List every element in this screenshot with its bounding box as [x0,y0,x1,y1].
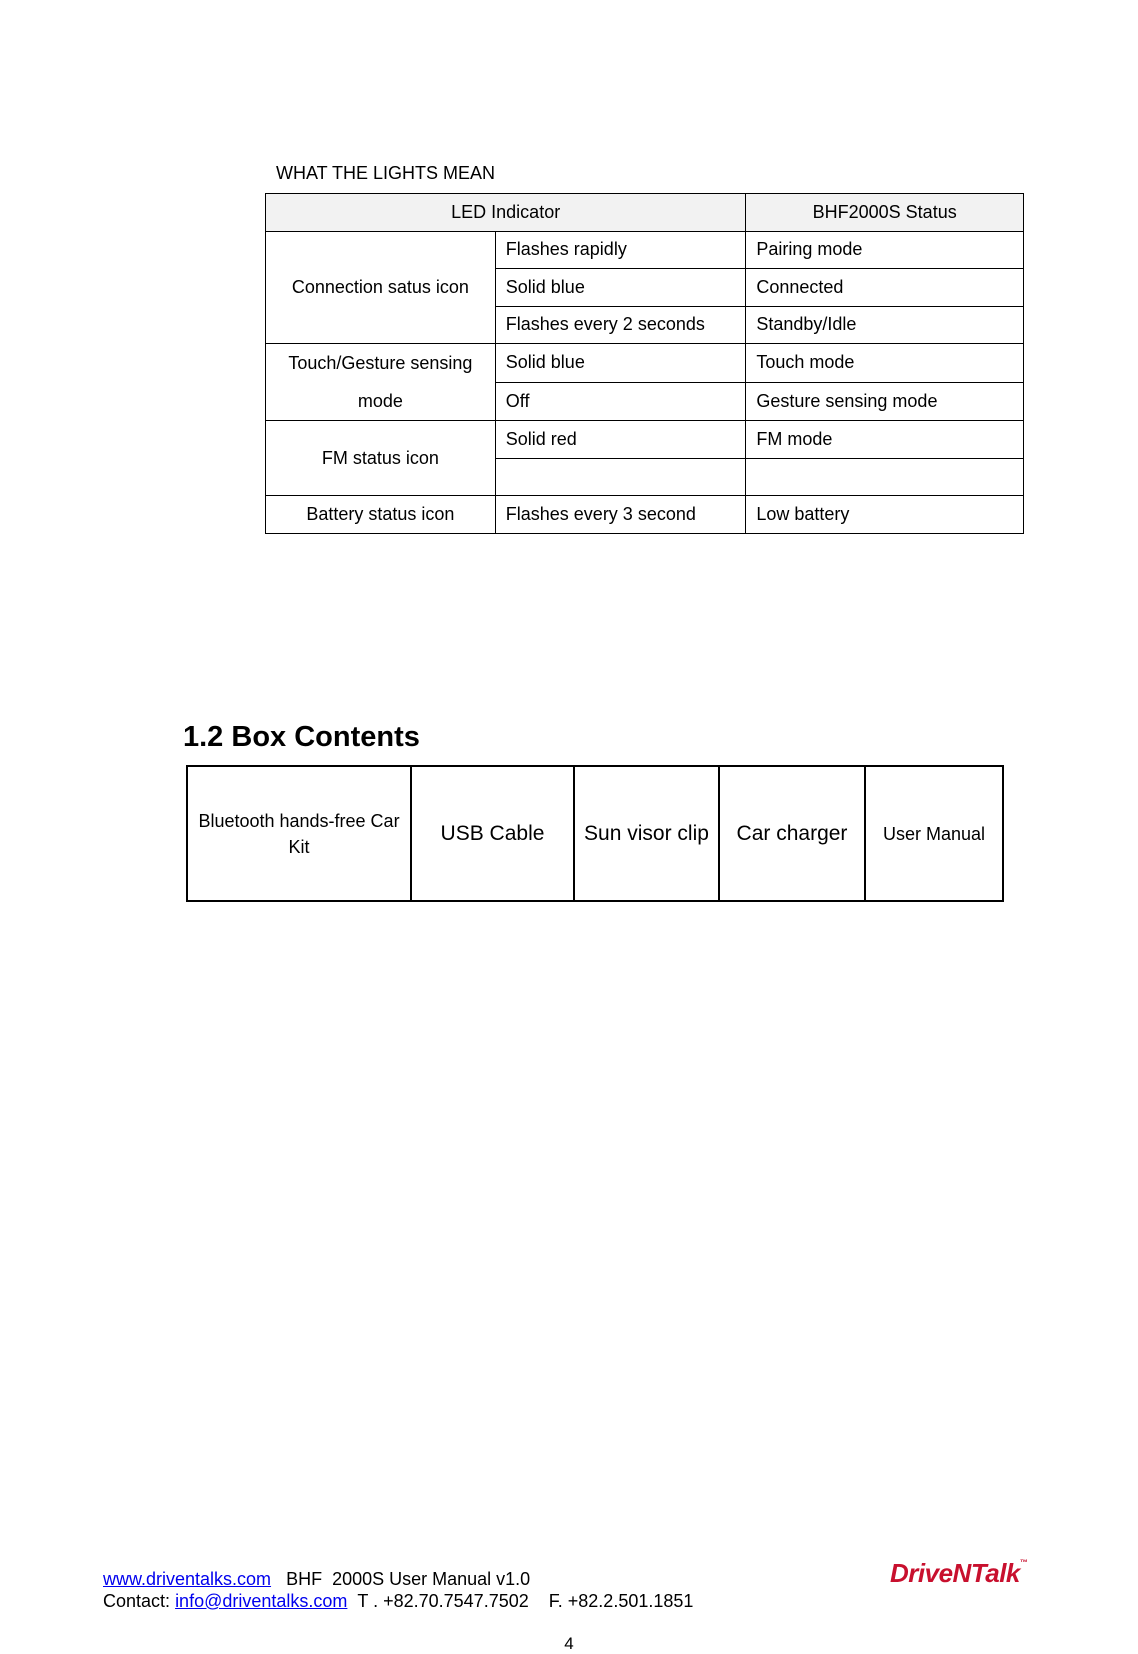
box-item: User Manual [865,766,1003,901]
website-link[interactable]: www.driventalks.com [103,1569,272,1589]
brand-logo [890,1558,1027,1589]
status-cell: Low battery [746,496,1024,534]
box-item: Bluetooth hands-free Car Kit [187,766,411,901]
footer-line-2 [103,1590,693,1612]
box-item: USB Cable [411,766,574,901]
section-title: 1.2 Box Contents [183,721,420,753]
indicator-cell: Flashes rapidly [495,231,746,269]
status-cell: Standby/Idle [746,306,1024,344]
indicator-cell [495,458,746,496]
indicator-cell: Solid red [495,421,746,459]
group-label: FM status icon [266,421,496,496]
table-header-row [266,194,1024,232]
box-contents-table [186,765,1004,902]
email-link[interactable]: info@driventalks.com [175,1591,348,1611]
status-cell [746,458,1024,496]
table-row [266,231,1024,269]
manual-title: BHF 2000S User Manual v1.0 [286,1569,531,1589]
box-item: Car charger [719,766,865,901]
table-row [266,496,1024,534]
phone-number: T . +82.70.7547.7502 [357,1591,529,1611]
status-cell: FM mode [746,421,1024,459]
indicator-cell: Flashes every 3 second [495,496,746,534]
footer-line-1 [103,1568,693,1590]
contact-label: Contact: [103,1591,171,1611]
indicator-cell: Solid blue [495,344,746,383]
lights-table [265,193,1024,534]
indicator-cell: Flashes every 2 seconds [495,306,746,344]
trademark-icon: ™ [1019,1558,1028,1567]
header-led-indicator: LED Indicator [266,194,746,232]
table-row [266,344,1024,383]
group-label: Connection satus icon [266,231,496,344]
indicator-cell: Solid blue [495,269,746,307]
box-item: Sun visor clip [574,766,719,901]
fax-number: F. +82.2.501.1851 [548,1591,694,1611]
lights-caption: WHAT THE LIGHTS MEAN [276,163,496,183]
header-status: BHF2000S Status [746,194,1024,232]
status-cell: Gesture sensing mode [746,382,1024,421]
box-contents-row [187,766,1003,901]
status-cell: Touch mode [746,344,1024,383]
indicator-cell: Off [495,382,746,421]
status-cell: Connected [746,269,1024,307]
page-number: 4 [564,1634,574,1653]
status-cell: Pairing mode [746,231,1024,269]
group-label: Touch/Gesture sensing mode [266,344,496,421]
table-row [266,421,1024,459]
page-footer [103,1568,693,1612]
group-label: Battery status icon [266,496,496,534]
logo-text: DriveNTalk [890,1558,1020,1588]
